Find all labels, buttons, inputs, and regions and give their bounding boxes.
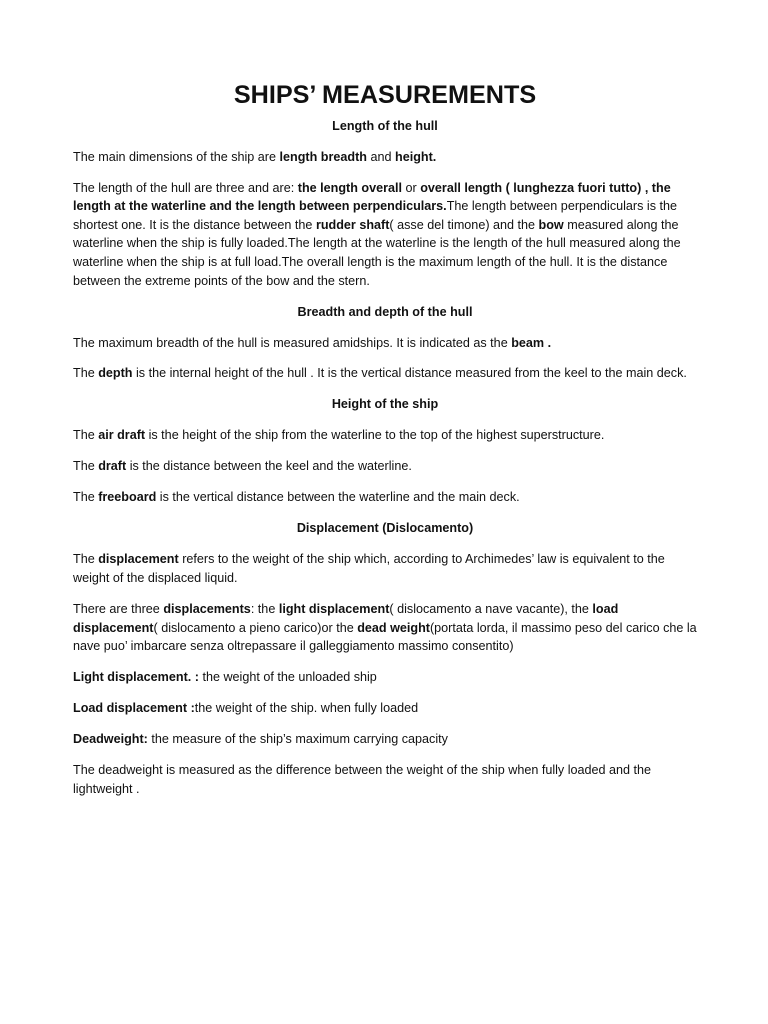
bold-term: bow: [538, 217, 564, 232]
paragraph: [73, 148, 697, 167]
text-run: is the distance between the keel and the waterline.: [126, 459, 412, 474]
text-run: is the internal height of the hull . It is the vertical distance measured from the keel to the main deck.: [132, 366, 687, 381]
paragraph: [73, 179, 697, 291]
bold-term: dead weight: [357, 620, 430, 635]
text-run: ( asse del timone) and the: [389, 217, 539, 232]
section-heading: Height of the ship: [331, 397, 439, 412]
text-run: ( dislocamento a nave vacante), the: [389, 601, 593, 616]
text-run: : the: [250, 601, 279, 616]
text-run: The: [73, 366, 99, 381]
bold-term: length breadth: [279, 149, 367, 164]
text-run: measured along the waterline when the ship is fully loaded.The length at the waterline is the length of the hull measured along the waterline when the ship is at full load.The overall length is the maximum length of the hull. It is the distance between the extreme points of the bow and the stern.: [73, 217, 681, 288]
text-run: is the vertical distance between the waterline and the main deck.: [156, 490, 520, 505]
bold-term: light displacement: [278, 601, 390, 616]
text-run: The: [73, 552, 99, 567]
bold-term: displacement: [98, 552, 179, 567]
paragraph: [73, 334, 697, 353]
document-sections: [73, 117, 697, 799]
text-run: ( dislocamento a pieno carico)or the: [153, 620, 358, 635]
text-run: The: [73, 459, 99, 474]
bold-term: Light displacement. :: [73, 670, 203, 685]
section-heading: Displacement (Dislocamento): [296, 521, 474, 536]
bold-term: freeboard: [98, 490, 157, 505]
paragraph: [73, 668, 697, 687]
bold-term: load displacement: [73, 601, 619, 635]
bold-term: Load displacement :: [73, 701, 195, 716]
text-run: (portata lorda, il massimo peso del carico che la nave puo’ imbarcare senza oltrepassare il galleggiamento massimo consentito): [73, 620, 697, 654]
text-run: The maximum breadth of the hull is measured amidships. It is indicated as the: [73, 335, 512, 350]
paragraph: [73, 457, 697, 476]
paragraph: [73, 364, 697, 383]
text-run: The deadweight is measured as the difference between the weight of the ship when fully loaded and the lightweight .: [73, 763, 652, 796]
text-run: The length of the hull are three and are:: [73, 180, 298, 195]
bold-term: Deadweight:: [73, 732, 148, 747]
bold-term: draft: [98, 459, 127, 474]
paragraph: [73, 699, 697, 718]
text-run: the measure of the ship’s maximum carrying capacity: [147, 732, 448, 747]
bold-term: displacements: [163, 601, 251, 616]
text-run: or: [402, 180, 421, 195]
bold-term: depth: [98, 366, 133, 381]
document-body: [73, 81, 697, 811]
bold-term: beam .: [511, 335, 552, 350]
bold-term: overall length ( lunghezza fuori tutto) , the length at the waterline and the length between perpendiculars.: [73, 180, 671, 214]
section-heading: Breadth and depth of the hull: [297, 304, 473, 319]
bold-term: air draft: [98, 428, 146, 443]
text-run: is the height of the ship from the waterline to the top of the highest superstructure.: [145, 428, 605, 443]
text-run: The: [73, 490, 99, 505]
bold-term: height.: [395, 149, 437, 164]
paragraph: [73, 550, 697, 587]
text-run: There are three: [73, 601, 164, 616]
paragraph: [73, 761, 697, 798]
text-run: the weight of the unloaded ship: [202, 670, 377, 685]
text-run: the weight of the ship. when fully loaded: [194, 701, 419, 716]
text-run: The length between perpendiculars is the shortest one. It is the distance between the: [73, 199, 678, 232]
paragraph: [73, 730, 697, 749]
text-run: The: [73, 428, 99, 443]
text-run: and: [366, 149, 395, 164]
bold-term: rudder shaft: [315, 217, 390, 232]
text-run: The main dimensions of the ship are: [73, 149, 280, 164]
bold-term: the length overall: [297, 180, 403, 195]
paragraph: [73, 600, 697, 656]
text-run: refers to the weight of the ship which, according to Archimedes’ law is equivalent to the weight of the displaced liquid.: [73, 552, 665, 585]
paragraph: [73, 488, 697, 507]
section-heading: Length of the hull: [332, 118, 438, 133]
document-title: SHIPS’ MEASUREMENTS: [233, 81, 537, 109]
paragraph: [73, 426, 697, 445]
